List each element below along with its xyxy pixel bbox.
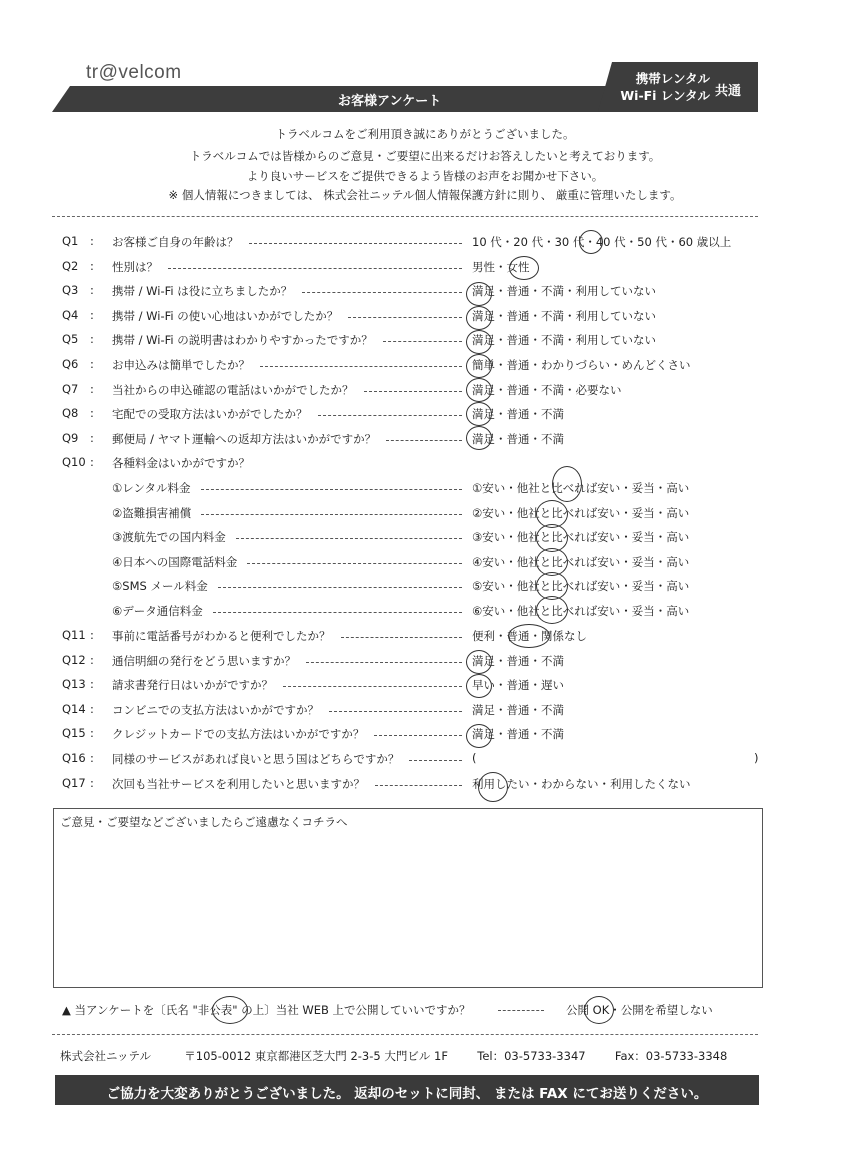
handwritten-circle (509, 256, 539, 280)
handwritten-circle (466, 426, 492, 450)
leader-line (383, 341, 462, 342)
question-colon: : (90, 283, 94, 298)
question-text: 性別は？ (112, 259, 158, 274)
comment-box[interactable] (53, 808, 763, 988)
question-text: 通信明細の発行をどう思いますか？ (112, 653, 296, 668)
answer-options[interactable]: ( (472, 751, 477, 765)
thanks-text: ご協力を大変ありがとうございました。 返却のセットに同封、 または FAX にてお送りください。 (106, 1086, 708, 1102)
handwritten-circle (478, 772, 508, 802)
question-colon: : (90, 381, 94, 396)
answer-options[interactable]: 満足・普通・不満 (472, 431, 564, 446)
leader-line (249, 243, 462, 244)
question-colon: : (90, 332, 94, 347)
handwritten-circle (584, 996, 614, 1024)
question-number: Q4 (62, 307, 79, 322)
answer-options[interactable]: ⑤安い・他社と比べれば安い・妥当・高い (472, 579, 690, 594)
question-number: Q13 (62, 677, 86, 692)
question-text: コンビニでの支払方法はいかがですか？ (112, 702, 319, 717)
answer-options[interactable]: 満足・普通・不満・利用していない (472, 284, 656, 299)
q10-item-row (112, 578, 712, 598)
leader-line (364, 391, 462, 392)
handwritten-circle (466, 402, 492, 426)
leader-line (348, 317, 462, 318)
question-number: Q6 (62, 357, 79, 371)
q10-item-label: ④日本への国際電話料金 (112, 554, 238, 569)
question-number: Q16 (62, 751, 86, 765)
question-colon: : (90, 628, 94, 642)
publish-answer: 公開 OK・公開を希望しない (566, 1003, 713, 1017)
answer-options[interactable]: 満足・普通・不満・必要ない (472, 382, 622, 397)
intro-line-3: より良いサービスをご提供できるよう皆様のお声をお聞かせ下さい。 (246, 169, 604, 183)
header-tag (612, 70, 710, 104)
leader-line (375, 785, 462, 786)
question-number: Q2 (62, 258, 79, 273)
question-number: Q17 (62, 775, 86, 790)
leader-line (283, 686, 462, 687)
question-text: お客様ご自身の年齢は？ (112, 235, 239, 249)
question-row-q15 (62, 726, 762, 746)
leader-line (236, 538, 462, 539)
intro-line-4: ※ 個人情報につきましては、 株式会社ニッテル個人情報保護方針に則り、 厳重に管理いたします。 (168, 188, 682, 202)
answer-options[interactable]: 満足・普通・不満・利用していない (472, 333, 656, 348)
answer-options[interactable]: 10 代・20 代・30 代・40 代・50 代・60 歳以上 (472, 235, 732, 249)
q10-item-row (112, 480, 712, 500)
comment-label: ご意見・ご要望などございましたらご遠慮なくコチラへ (60, 815, 348, 829)
question-row-q9 (62, 431, 762, 451)
tag-common: 共通 (715, 84, 742, 99)
leader-line (213, 612, 462, 613)
publish-question (62, 1002, 471, 1018)
question-row-q11 (62, 628, 762, 648)
footer-tel: Tel：03-5733-3347 (477, 1049, 586, 1063)
tag-wifi-rental: Wi-Fi レンタル (620, 88, 710, 103)
footer (60, 1048, 727, 1064)
travelcom-logo: tr@velcom (86, 62, 182, 83)
answer-options[interactable]: 満足・普通・不満 (472, 407, 564, 422)
question-text: 郵便局 / ヤマト運輸への返却方法はいかがですか？ (112, 431, 377, 446)
question-number: Q9 (62, 430, 79, 445)
question-colon: : (90, 234, 94, 248)
handwritten-circle (508, 624, 550, 648)
question-row-q6 (62, 357, 762, 377)
handwritten-circle (552, 466, 582, 502)
answer-options[interactable]: 利用したい・わからない・利用したくない (472, 776, 691, 791)
question-text: 当社からの申込確認の電話はいかがでしたか？ (112, 382, 354, 397)
answer-close-paren: ) (754, 751, 759, 765)
tag-mobile-rental: 携帯レンタル (635, 71, 710, 86)
question-number: Q14 (62, 701, 86, 716)
question-number: Q3 (62, 283, 79, 298)
question-text: クレジットカードでの支払方法はいかがですか？ (112, 727, 365, 742)
question-row-q16 (62, 751, 762, 771)
answer-options[interactable]: 満足・普通・不満 (472, 653, 564, 668)
question-colon: : (90, 701, 94, 716)
leader-line (306, 662, 462, 663)
handwritten-circle (466, 282, 492, 306)
question-number: Q12 (62, 652, 86, 667)
divider (52, 216, 758, 217)
survey-title: お客様アンケート (338, 94, 442, 109)
answer-options[interactable]: ⑥安い・他社と比べれば安い・妥当・高い (472, 604, 690, 618)
handwritten-circle (466, 650, 492, 674)
question-text: 携帯 / Wi-Fi の使い心地はいかがでしたか？ (112, 308, 339, 323)
answer-options[interactable]: ①安い・他社と比べれば安い・妥当・高い (472, 481, 690, 495)
question-text: 請求書発行日はいかがですか？ (112, 678, 273, 693)
leader-line (386, 440, 462, 441)
question-row-q17 (62, 776, 762, 796)
answer-options[interactable]: ④安い・他社と比べれば安い・妥当・高い (472, 554, 690, 569)
handwritten-circle (212, 996, 248, 1024)
q10-item-label: ①レンタル料金 (112, 481, 191, 495)
answer-options[interactable]: ③安い・他社と比べれば安い・妥当・高い (472, 530, 690, 545)
question-text: 携帯 / Wi-Fi の説明書はわかりやすかったですか？ (112, 333, 373, 348)
leader-line (341, 637, 462, 638)
handwritten-circle (466, 354, 492, 378)
question-text: お申込みは簡単でしたか？ (112, 358, 250, 372)
question-number: Q5 (62, 332, 79, 347)
question-row-q3 (62, 283, 762, 303)
leader-line (168, 268, 462, 269)
leader-line (201, 514, 462, 515)
q10-item-label: ⑤SMS メール料金 (112, 579, 208, 594)
answer-options[interactable]: 満足・普通・不満・利用していない (472, 308, 656, 323)
handwritten-circle (536, 596, 568, 624)
footer-fax: Fax：03-5733-3348 (614, 1049, 728, 1063)
question-number: Q11 (62, 628, 86, 642)
question-row-q8 (62, 406, 762, 426)
q10-item-row (112, 554, 712, 574)
footer-company: 株式会社ニッテル (60, 1049, 151, 1063)
answer-options[interactable]: 早い・普通・遅い (472, 678, 564, 693)
question-colon: : (90, 357, 94, 371)
publish-question-text: ▲ 当アンケートを〔氏名 "非公表" の上〕当社 WEB 上で公開していいですか？ (62, 1003, 471, 1017)
question-number: Q10 (62, 455, 86, 470)
question-number: Q7 (62, 381, 79, 396)
question-text: 宅配での受取方法はいかがでしたか？ (112, 407, 308, 422)
answer-options[interactable]: 満足・普通・不満 (472, 702, 564, 717)
q10-item-row (112, 505, 712, 525)
question-row-q5 (62, 332, 762, 352)
question-number: Q8 (62, 406, 79, 421)
question-colon: : (90, 677, 94, 692)
question-colon: : (90, 726, 94, 741)
answer-options[interactable]: 便利・普通・関係なし (472, 629, 587, 643)
handwritten-circle (579, 230, 603, 254)
question-row-q10 (62, 455, 762, 475)
answer-options[interactable]: 男性・女性 (472, 259, 530, 274)
answer-options[interactable]: 満足・普通・不満 (472, 727, 564, 742)
question-number: Q1 (62, 234, 79, 248)
leader-line (329, 711, 462, 712)
question-text: 同様のサービスがあれば良いと思う国はどちらですか？ (112, 752, 400, 766)
question-colon: : (90, 751, 94, 765)
leader-line (247, 563, 462, 564)
question-row-q13 (62, 677, 762, 697)
leader-line (201, 489, 462, 490)
question-row-q14 (62, 702, 762, 722)
leader-line (374, 735, 462, 736)
question-colon: : (90, 307, 94, 322)
handwritten-circle (466, 674, 492, 698)
question-row-q2 (62, 259, 762, 279)
question-colon: : (90, 430, 94, 445)
q10-item-row (112, 603, 712, 623)
question-number: Q15 (62, 726, 86, 741)
question-row-q1 (62, 234, 762, 254)
question-row-q4 (62, 308, 762, 328)
leader-line (260, 366, 462, 367)
question-text: 次回も当社サービスを利用したいと思いますか？ (112, 776, 365, 791)
question-colon: : (90, 406, 94, 421)
answer-options[interactable]: ②安い・他社と比べれば安い・妥当・高い (472, 505, 690, 520)
question-text: 携帯 / Wi-Fi は役に立ちましたか？ (112, 284, 293, 299)
q10-item-label: ②盗難損害補償 (112, 505, 192, 520)
question-row-q7 (62, 382, 762, 402)
answer-options[interactable]: 簡単・普通・わかりづらい・めんどくさい (472, 358, 691, 372)
divider (52, 1034, 758, 1035)
footer-address: 〒105-0012 東京都港区芝大門 2-3-5 大門ビル 1F (184, 1049, 448, 1063)
leader-line (409, 760, 462, 761)
question-row-q12 (62, 653, 762, 673)
leader-line (318, 415, 462, 416)
handwritten-circle (466, 306, 492, 330)
question-text: 事前に電話番号がわかると便利でしたか？ (112, 629, 331, 643)
question-colon: : (90, 652, 94, 667)
intro-line-2: トラベルコムでは皆様からのご意見・ご要望に出来るだけお答えしたいと考えております。 (189, 149, 661, 163)
intro-line-1: トラベルコムをご利用頂き誠にありがとうございました。 (275, 127, 575, 141)
question-colon: : (90, 258, 94, 273)
q10-item-row (112, 529, 712, 549)
handwritten-circle (466, 724, 492, 748)
question-text: 各種料金はいかがですか？ (112, 456, 250, 471)
handwritten-circle (466, 378, 492, 402)
leader-line (498, 1010, 544, 1011)
handwritten-circle (466, 330, 492, 354)
q10-item-label: ⑥データ通信料金 (112, 604, 203, 618)
leader-line (218, 587, 462, 588)
question-colon: : (90, 455, 94, 470)
question-colon: : (90, 775, 94, 790)
q10-item-label: ③渡航先での国内料金 (112, 530, 226, 545)
leader-line (302, 292, 462, 293)
